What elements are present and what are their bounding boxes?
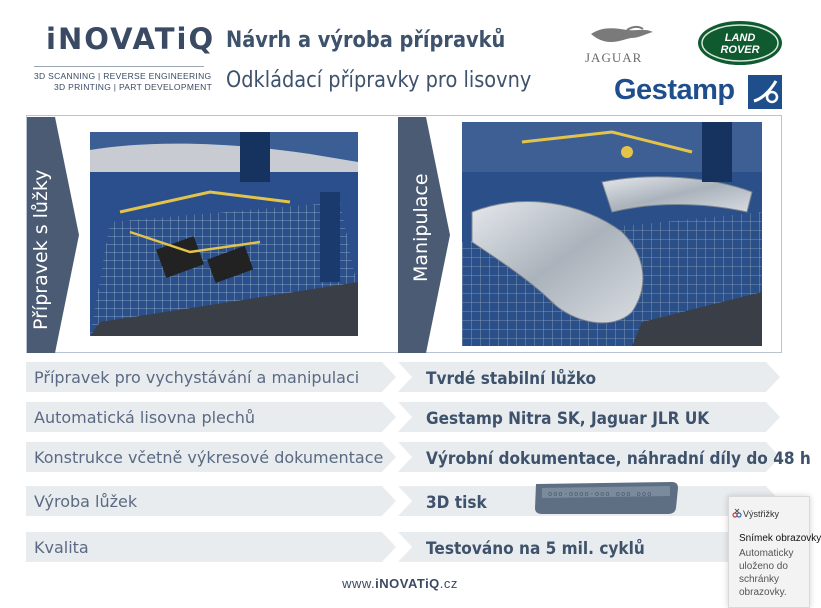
row-label: Výroba lůžek [34, 492, 138, 511]
row-label: Přípravek pro vychystávání a manipulaci [34, 368, 360, 387]
jaguar-wordmark: JAGUAR [585, 50, 643, 65]
footer-url[interactable] [0, 576, 800, 591]
handling-photo [462, 122, 762, 346]
footer-url-brand: iNOVATiQ [375, 576, 440, 591]
row-value: Tvrdé stabilní lůžko [426, 369, 597, 388]
notification-body: Automaticky uloženo do schránky obrazovky. [739, 548, 794, 598]
row-value: 3D tisk [426, 493, 487, 512]
footer-url-prefix: www. [342, 576, 376, 591]
notification-app-name: Výstřižky [743, 509, 779, 519]
land-rover-logo-icon [697, 20, 783, 66]
snipping-tool-icon [732, 508, 742, 518]
page-title: Návrh a výroba přípravků [226, 28, 506, 53]
row-value: Výrobní dokumentace, náhradní díly do 48 h [426, 449, 811, 468]
footer-url-suffix: .cz [439, 576, 458, 591]
panel-label-fixture: Přípravek s lůžky [30, 169, 52, 330]
tagline-line2: 3D PRINTING | PART DEVELOPMENT [54, 82, 213, 92]
row-value: Testováno na 5 mil. cyklů [426, 539, 645, 558]
svg-text:ooo-oooo-ooo ooo ooo: ooo-oooo-ooo ooo ooo [548, 490, 653, 498]
logo-divider [34, 66, 204, 67]
row-label: Kvalita [34, 538, 89, 557]
gestamp-wordmark: Gestamp [614, 74, 735, 106]
snip-notification[interactable] [728, 496, 821, 608]
fixture-photo [90, 132, 358, 336]
printed-bed-photo [532, 478, 678, 516]
row-value: Gestamp Nitra SK, Jaguar JLR UK [426, 409, 710, 428]
land-rover-text-line2: ROVER [720, 44, 760, 56]
inovatiq-logo: iNOVATiQ [46, 22, 216, 56]
row-label: Konstrukce včetně výkresové dokumentace [34, 448, 384, 467]
notification-title: Snímek obrazovky [739, 533, 821, 544]
tagline-line1: 3D SCANNING | REVERSE ENGINEERING [34, 71, 212, 81]
gestamp-logo-icon [748, 75, 782, 109]
panel-label-handling: Manipulace [410, 173, 432, 282]
land-rover-text-line1: LAND [724, 32, 756, 44]
row-label: Automatická lisovna plechů [34, 408, 255, 427]
page-subtitle: Odkládací přípravky pro lisovny [226, 68, 532, 93]
